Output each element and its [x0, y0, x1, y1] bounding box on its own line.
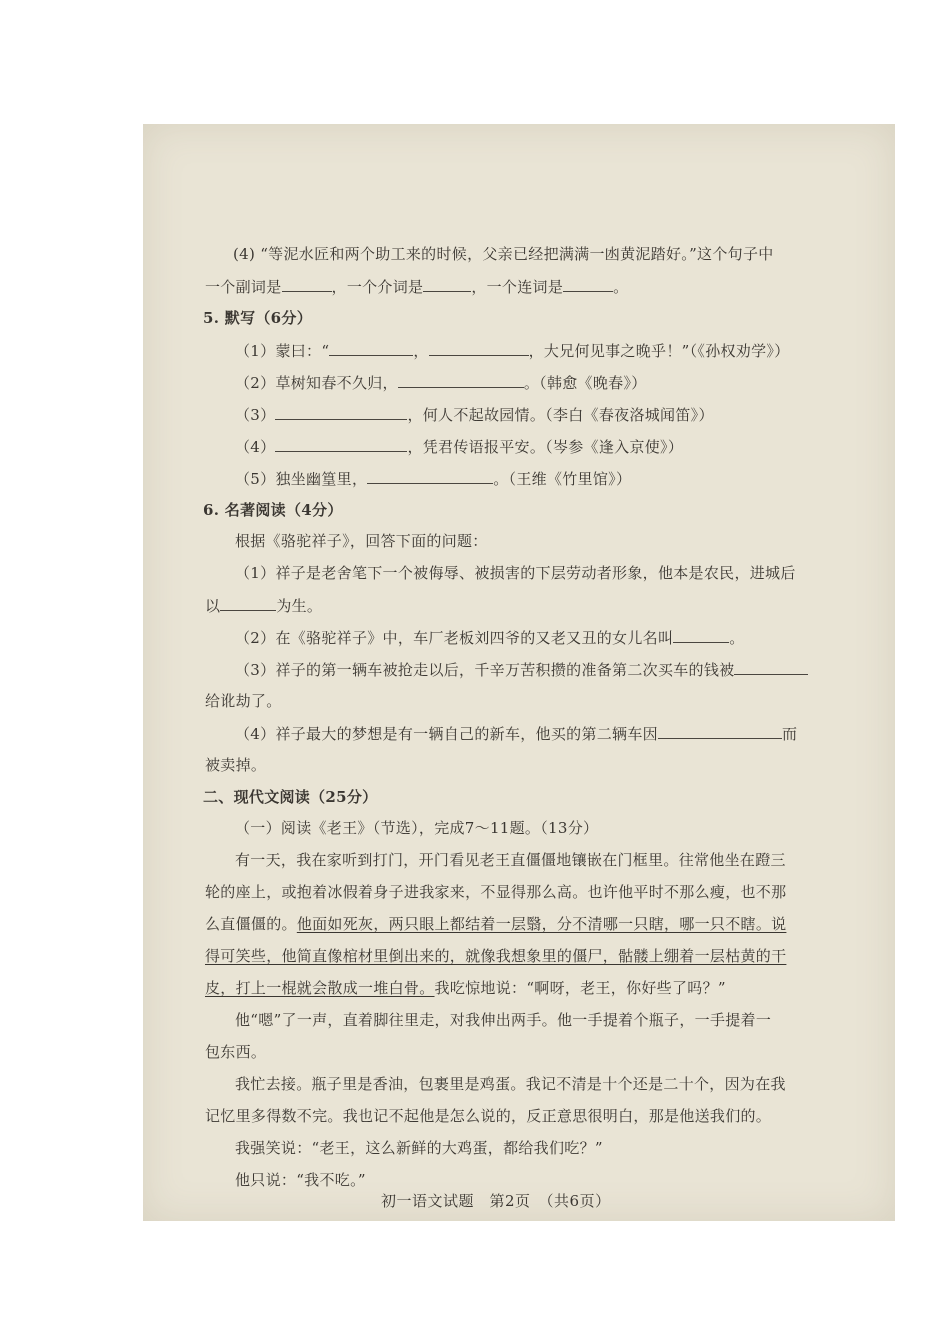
q5-item-3: （3） ，何人不起故园情。（李白《春夜洛城闻笛》）: [235, 406, 714, 424]
passage-p2-l1: 他“嗯”了一声，直着脚往里走，对我伸出两手。他一手提着个瓶子，一手提着一: [235, 1011, 772, 1029]
passage-p1-l1: 有一天，我在家听到打门，开门看见老王直僵僵地镶嵌在门框里。往常他坐在蹬三: [235, 851, 786, 869]
q6-item-2: （2）在《骆驼祥子》中，车厂老板刘四爷的又老又丑的女儿名叫 。: [235, 629, 745, 647]
passage-p1-l2: 轮的座上，或抱着冰假着身子进我家来，不显得那么高。也许他平时不那么瘦，也不那: [205, 883, 787, 901]
passage-p1-l3: 么直僵僵的。他面如死灰，两只眼上都结着一层翳，分不清哪一只瞎，哪一只不瞎。说: [205, 915, 787, 933]
q6-item-4-line2: 被卖掉。: [205, 756, 267, 774]
underlined-sentence-part2: 得可笑些，他简直像棺材里倒出来的，就像我想象里的僵尸，骷髅上绷着一层枯黄的干: [205, 947, 787, 965]
q5-item-4: （4） ，凭君传语报平安。（岑参《逢入京使》）: [235, 438, 684, 456]
q5-title: 5. 默写（6分）: [203, 309, 313, 327]
q5-1-blank-a[interactable]: [329, 340, 413, 356]
page-footer: 初一语文试题 第2页 （共6页）: [381, 1192, 611, 1210]
q5-1-blank-b[interactable]: [429, 340, 529, 356]
conjunction-blank[interactable]: [563, 276, 613, 292]
passage-p3-l2: 记忆里多得数不完。我也记不起他是怎么说的，反正意思很明白，那是他送我们的。: [205, 1107, 772, 1125]
section2-title: 二、现代文阅读（25分）: [203, 788, 378, 806]
q6-3-blank[interactable]: [734, 659, 808, 675]
q5-5-blank[interactable]: [367, 468, 493, 484]
q5-item-2: （2）草树知春不久归， 。（韩愈《晚春》）: [235, 374, 647, 392]
underlined-sentence-part1: 他面如死灰，两只眼上都结着一层翳，分不清哪一只瞎，哪一只不瞎。说: [296, 915, 787, 933]
q6-title: 6. 名著阅读（4分）: [203, 501, 343, 519]
q6-item-4-line1: （4）祥子最大的梦想是有一辆自己的新车，他买的第二辆车因 而: [235, 725, 798, 743]
q5-item-1: （1）蒙曰：“ ， ，大兄何见事之晚乎！”（《孙权劝学》）: [235, 342, 790, 360]
section2-subtitle: （一）阅读《老王》（节选），完成7～11题。（13分）: [235, 819, 599, 837]
q5-4-blank[interactable]: [275, 436, 407, 452]
preposition-blank[interactable]: [423, 276, 471, 292]
q6-item-3-line1: （3）祥子的第一辆车被抢走以后，千辛万苦积攒的准备第二次买车的钱被: [235, 659, 808, 680]
q4-line2: 一个副词是 ，一个介词是 ，一个连词是 。: [205, 278, 629, 296]
passage-p3-l1: 我忙去接。瓶子里是香油，包裹里是鸡蛋。我记不清是十个还是二十个，因为在我: [235, 1075, 786, 1093]
q6-2-blank[interactable]: [673, 627, 729, 643]
q5-item-5: （5）独坐幽篁里， 。（王维《竹里馆》）: [235, 470, 632, 488]
passage-p1-l5: 皮，打上一棍就会散成一堆白骨。我吃惊地说：“啊呀，老王，你好些了吗？”: [205, 979, 726, 997]
passage-p5: 他只说：“我不吃。”: [235, 1171, 366, 1189]
passage-p2-l2: 包东西。: [205, 1043, 267, 1061]
q6-item-1-line1: （1）祥子是老舍笔下一个被侮辱、被损害的下层劳动者形象，他本是农民，进城后: [235, 564, 796, 582]
exam-page: [143, 124, 895, 1221]
q6-1-blank[interactable]: [220, 595, 276, 611]
q4-line1-text: (4) “等泥水匠和两个助工来的时候，父亲已经把满满一凼黄泥踏好。”这个句子中: [233, 245, 774, 263]
q6-intro: 根据《骆驼祥子》，回答下面的问题：: [235, 532, 488, 550]
q6-item-3-line2: 给讹劫了。: [205, 692, 282, 710]
q6-4-blank[interactable]: [658, 723, 782, 739]
q6-item-1-line2: 以 为生。: [205, 597, 323, 615]
passage-p4: 我强笑说：“老王，这么新鲜的大鸡蛋，都给我们吃？”: [235, 1139, 603, 1157]
adverb-blank[interactable]: [282, 276, 332, 292]
q5-2-blank[interactable]: [398, 372, 524, 388]
q4-line1: [233, 244, 774, 264]
underlined-sentence-part3: 皮，打上一棍就会散成一堆白骨。: [205, 979, 435, 997]
q5-3-blank[interactable]: [275, 404, 407, 420]
